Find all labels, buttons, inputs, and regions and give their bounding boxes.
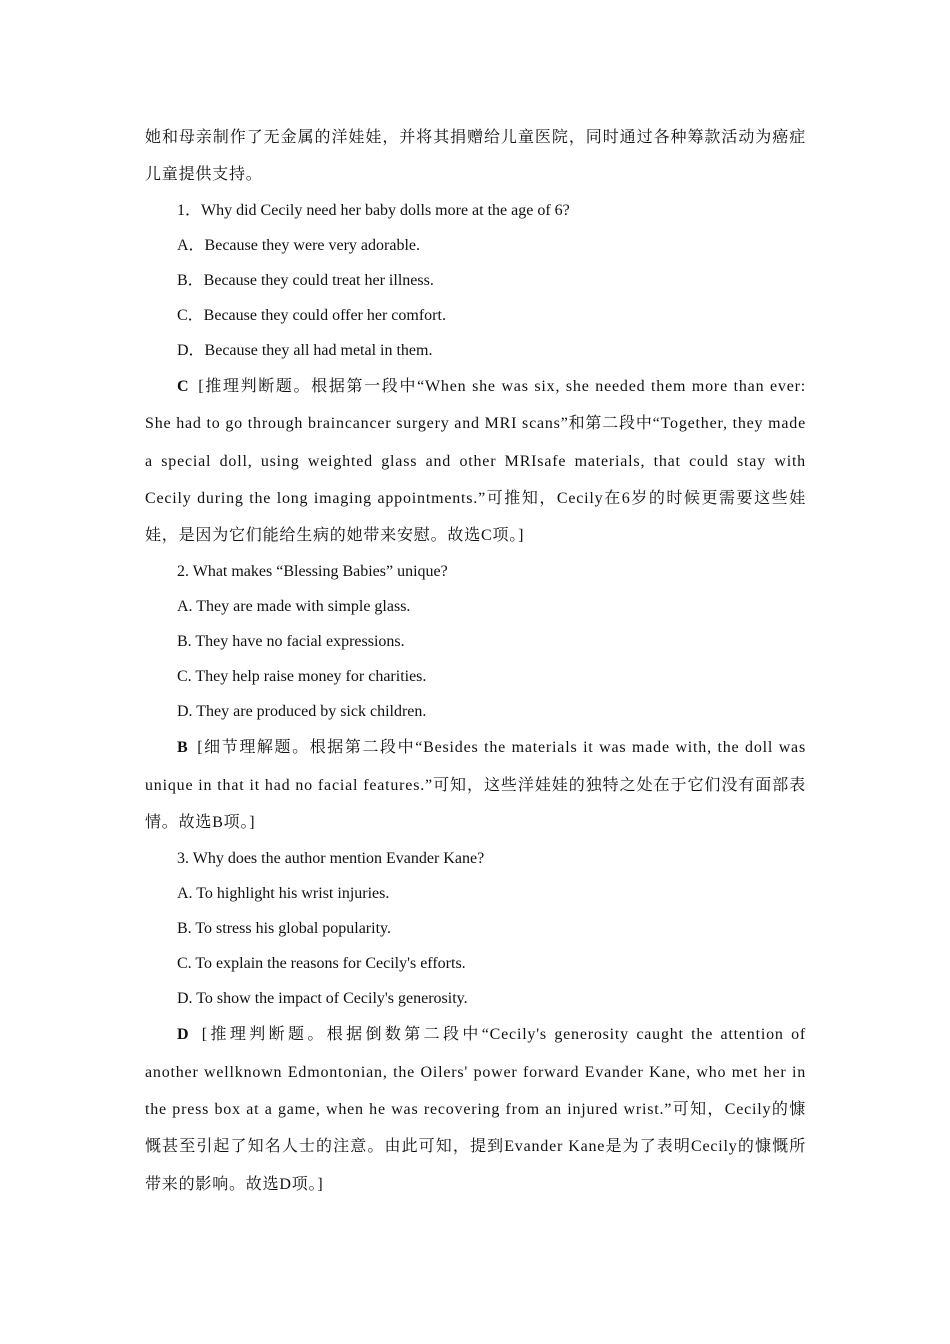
explanation-text: [细节理解题。根据第二段中“Besides the materials it was made with, the doll was unique in that it had no facial features.”可知，这些洋娃娃的独特之处在于它们没有面部表情。故选B项。] bbox=[145, 739, 806, 832]
answer-letter: D bbox=[177, 1026, 189, 1044]
question-stem: 2. What makes “Blessing Babies” unique? bbox=[177, 563, 448, 581]
option-c: C．Because they could offer her comfort. bbox=[177, 307, 446, 324]
explanation-text: [推理判断题。根据第一段中“When she was six, she needed them more than ever: She had to go through braincancer surgery and MRI scans”和第二段中“Together, they made a special doll, using weighted glass and other MRIsafe materials, that could stay with Cecily during the long imaging appointments.”可推知，Cecily在6岁的时候更需要这些娃娃，是因为它们能给生病的她带来安慰。故选C项。] bbox=[145, 378, 806, 545]
answer-letter: B bbox=[177, 739, 188, 757]
option-a: A. They are made with simple glass. bbox=[177, 598, 411, 616]
question-1 bbox=[145, 193, 806, 554]
option-b: B．Because they could treat her illness. bbox=[177, 272, 434, 289]
option-d: D．Because they all had metal in them. bbox=[177, 342, 433, 359]
answer-explanation bbox=[145, 729, 806, 841]
question-2 bbox=[145, 554, 806, 841]
option-b: B. To stress his global popularity. bbox=[177, 920, 391, 938]
option-c: C. They help raise money for charities. bbox=[177, 668, 427, 686]
answer-letter: C bbox=[177, 378, 189, 395]
option-b: B. They have no facial expressions. bbox=[177, 633, 405, 651]
question-3 bbox=[145, 841, 806, 1202]
option-d: D. To show the impact of Cecily's generosity. bbox=[177, 990, 468, 1008]
explanation-text: [推理判断题。根据倒数第二段中“Cecily's generosity caught the attention of another wellknown Edmontonian, the Oilers' power forward Evander Kane, who met her in the press box at a game, when he was recovering from an injured wrist.”可知，Cecily的慷慨甚至引起了知名人士的注意。由此可知，提到Evander Kane是为了表明Cecily的慷慨所带来的影响。故选D项。] bbox=[145, 1026, 807, 1193]
answer-explanation bbox=[145, 368, 806, 554]
option-d: D. They are produced by sick children. bbox=[177, 703, 427, 721]
option-a: A. To highlight his wrist injuries. bbox=[177, 885, 390, 903]
answer-explanation bbox=[145, 1016, 806, 1202]
question-stem: 3. Why does the author mention Evander Kane? bbox=[177, 850, 485, 868]
document-body bbox=[145, 119, 806, 1203]
option-a: A．Because they were very adorable. bbox=[177, 237, 421, 254]
question-stem: 1．Why did Cecily need her baby dolls more at the age of 6? bbox=[177, 202, 570, 219]
intro-paragraph: 她和母亲制作了无金属的洋娃娃，并将其捐赠给儿童医院，同时通过各种筹款活动为癌症儿童提供支持。 bbox=[145, 129, 806, 183]
option-c: C. To explain the reasons for Cecily's efforts. bbox=[177, 955, 466, 973]
